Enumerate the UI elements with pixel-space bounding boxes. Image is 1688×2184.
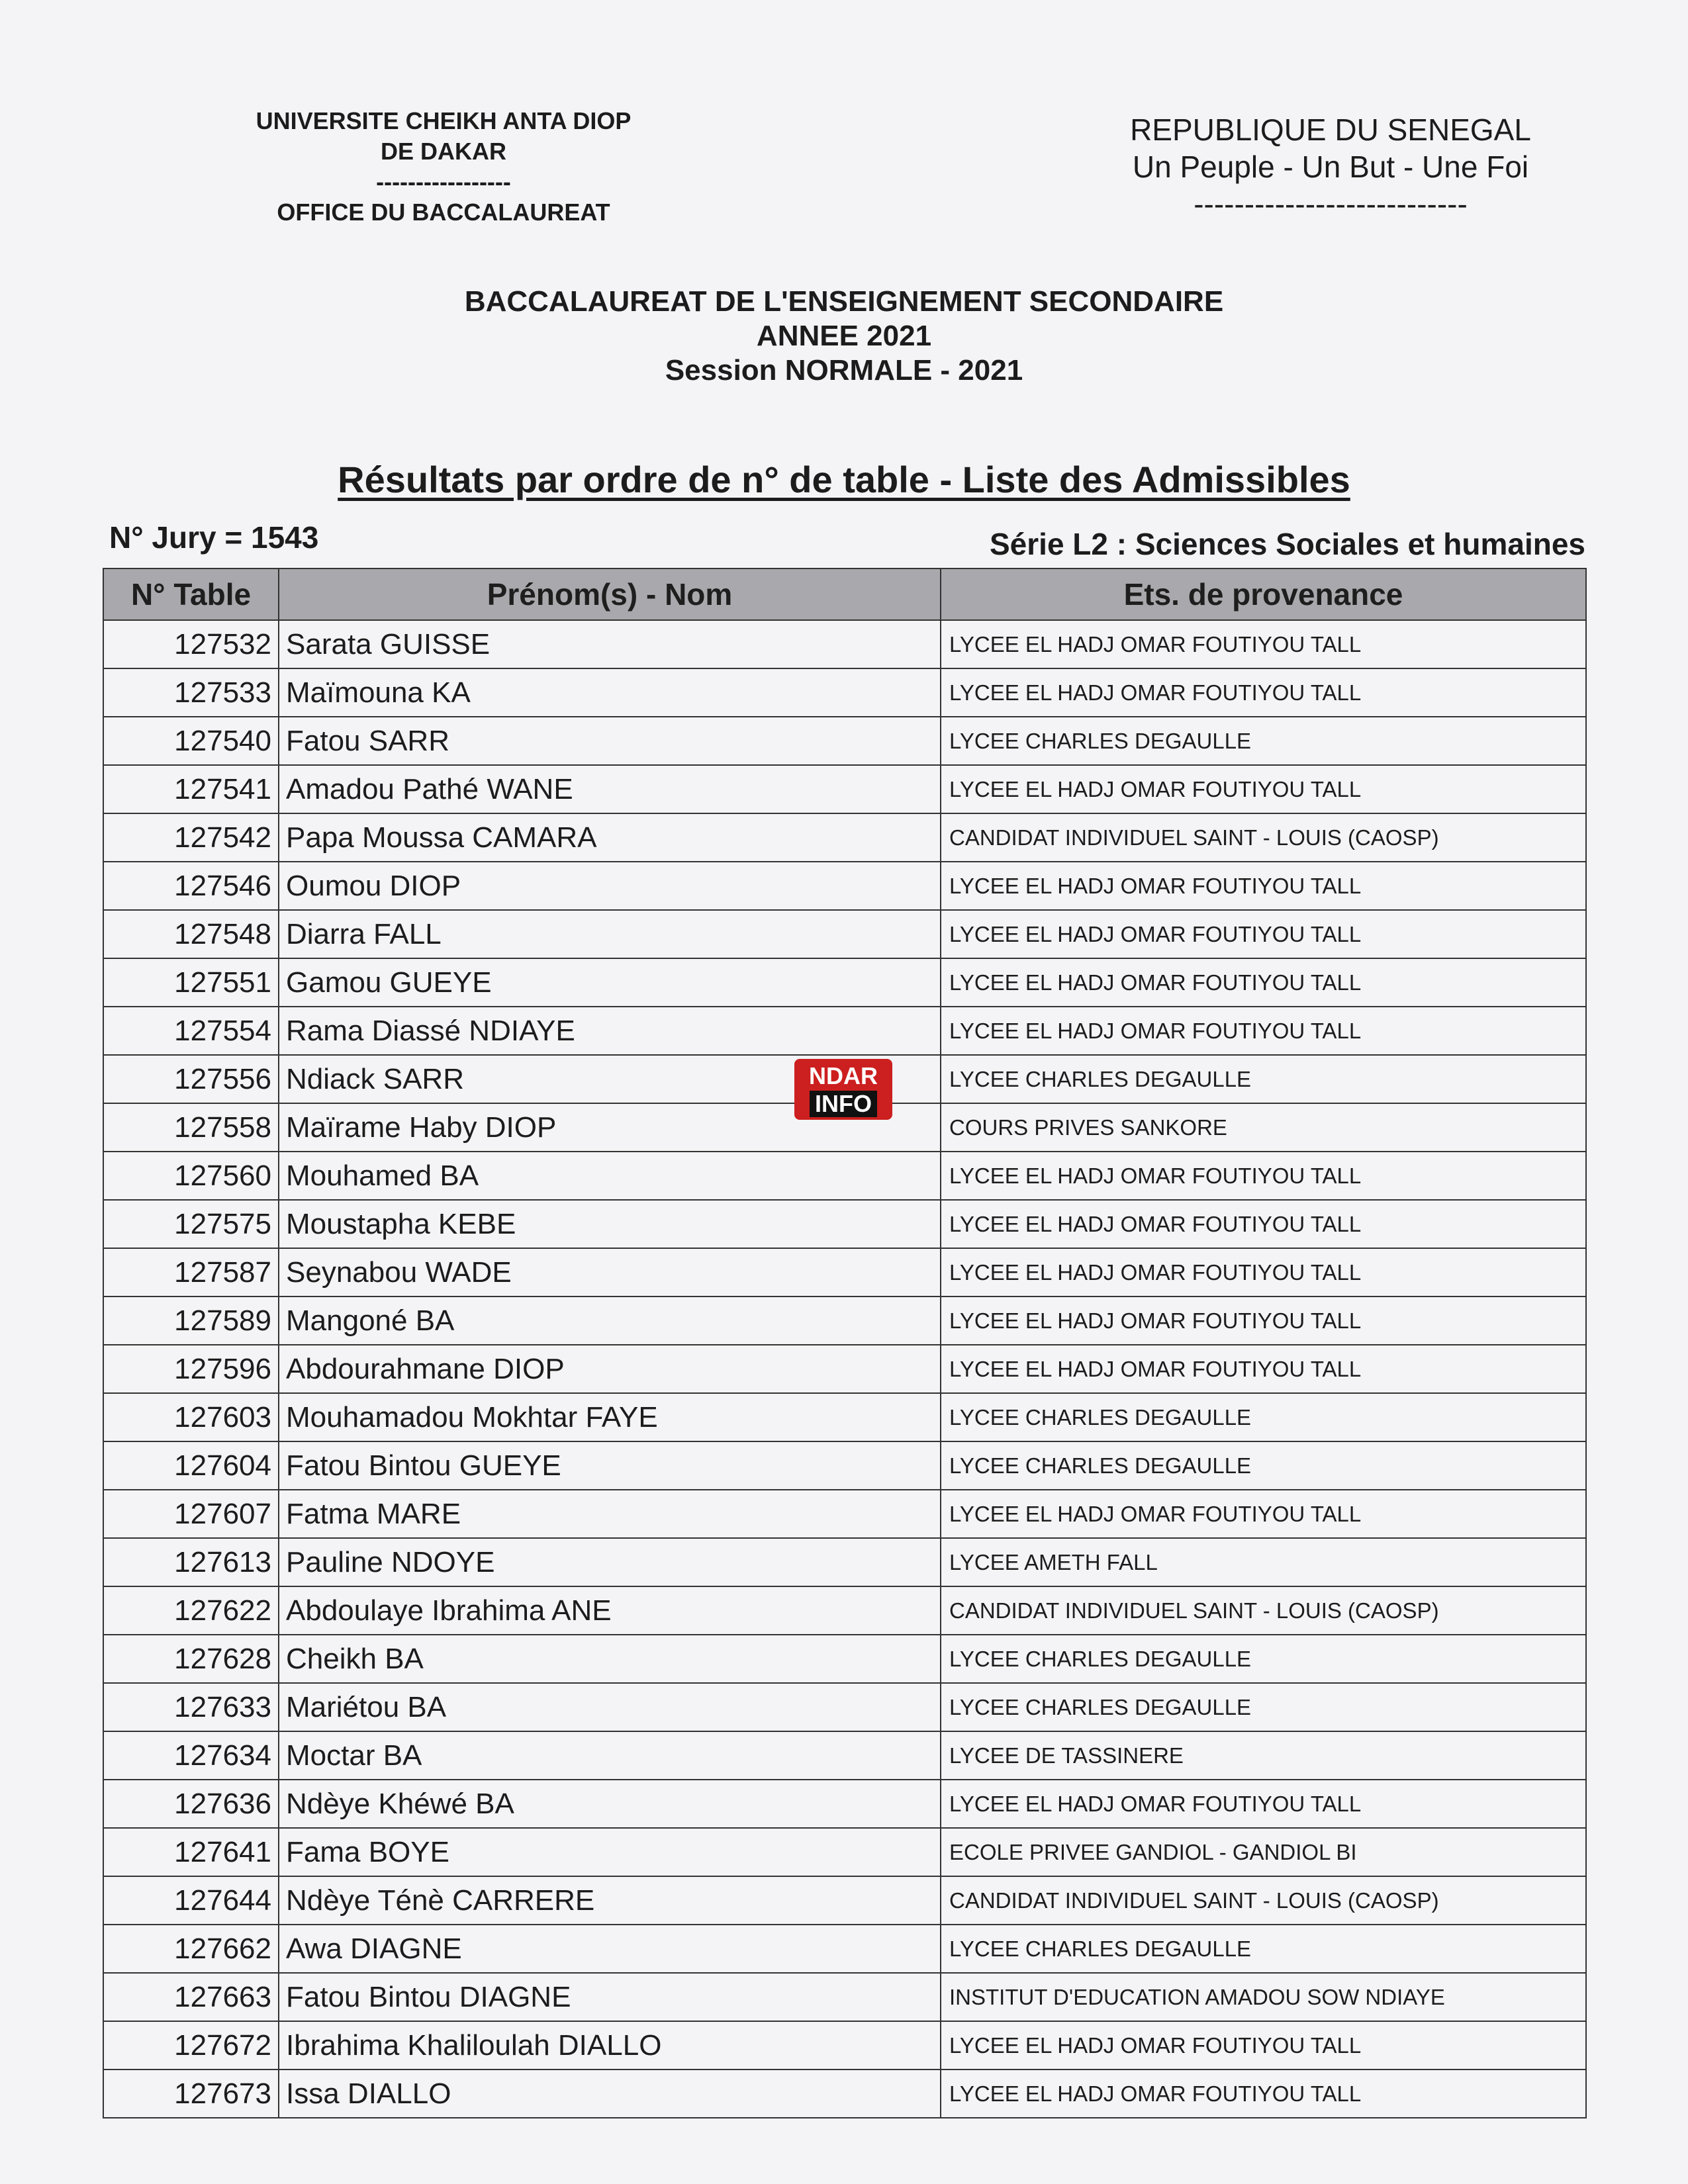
candidate-name-cell: Diarra FALL: [279, 910, 941, 958]
school-cell: LYCEE EL HADJ OMAR FOUTIYOU TALL: [941, 862, 1586, 910]
table-number-cell: 127587: [103, 1248, 279, 1297]
candidate-name-cell: Fatou SARR: [279, 717, 941, 765]
candidate-name-cell: Pauline NDOYE: [279, 1538, 941, 1586]
serie-label: Série L2 : Sciences Sociales et humaines: [990, 527, 1585, 561]
table-number-cell: 127542: [103, 813, 279, 862]
candidate-name-cell: Sarata GUISSE: [279, 620, 941, 668]
candidate-name-cell: Ndiack SARR: [279, 1055, 941, 1103]
school-cell: LYCEE CHARLES DEGAULLE: [941, 1925, 1586, 1973]
candidate-name-cell: Papa Moussa CAMARA: [279, 813, 941, 862]
candidate-name-cell: Abdoulaye Ibrahima ANE: [279, 1586, 941, 1635]
candidate-name-cell: Mariétou BA: [279, 1683, 941, 1731]
table-number-cell: 127641: [103, 1828, 279, 1876]
candidate-name-cell: Amadou Pathé WANE: [279, 765, 941, 813]
table-number-cell: 127672: [103, 2021, 279, 2070]
table-row: [103, 1586, 1586, 1635]
results-title: Résultats par ordre de n° de table - Liste des Admissibles: [338, 459, 1350, 500]
school-cell: CANDIDAT INDIVIDUEL SAINT - LOUIS (CAOSP): [941, 1876, 1586, 1925]
school-cell: LYCEE EL HADJ OMAR FOUTIYOU TALL: [941, 1248, 1586, 1297]
table-row: [103, 1973, 1586, 2021]
candidate-name-cell: Fatou Bintou GUEYE: [279, 1441, 941, 1490]
table-number-cell: 127532: [103, 620, 279, 668]
table-row: [103, 1248, 1586, 1297]
table-row: [103, 1635, 1586, 1683]
candidate-name-cell: Abdourahmane DIOP: [279, 1345, 941, 1393]
table-row: [103, 1441, 1586, 1490]
candidate-name-cell: Fatma MARE: [279, 1490, 941, 1538]
candidate-name-cell: Gamou GUEYE: [279, 958, 941, 1007]
table-row: [103, 1828, 1586, 1876]
school-cell: LYCEE EL HADJ OMAR FOUTIYOU TALL: [941, 1297, 1586, 1345]
candidate-name-cell: Mouhamed BA: [279, 1152, 941, 1200]
school-cell: LYCEE EL HADJ OMAR FOUTIYOU TALL: [941, 1007, 1586, 1055]
candidate-name-cell: Moustapha KEBE: [279, 1200, 941, 1248]
motto: Un Peuple - Un But - Une Foi: [1132, 150, 1529, 184]
table-number-cell: 127663: [103, 1973, 279, 2021]
table-row: [103, 1152, 1586, 1200]
table-number-cell: 127589: [103, 1297, 279, 1345]
table-number-cell: 127554: [103, 1007, 279, 1055]
candidate-name-cell: Cheikh BA: [279, 1635, 941, 1683]
school-cell: LYCEE EL HADJ OMAR FOUTIYOU TALL: [941, 958, 1586, 1007]
candidate-name-cell: Ndèye Ténè CARRERE: [279, 1876, 941, 1925]
office-name: OFFICE DU BACCALAUREAT: [277, 199, 610, 226]
candidate-name-cell: Rama Diassé NDIAYE: [279, 1007, 941, 1055]
school-cell: LYCEE EL HADJ OMAR FOUTIYOU TALL: [941, 1152, 1586, 1200]
table-row: [103, 1007, 1586, 1055]
candidate-name-cell: Ibrahima Khaliloulah DIALLO: [279, 2021, 941, 2070]
table-number-cell: 127607: [103, 1490, 279, 1538]
table-number-cell: 127622: [103, 1586, 279, 1635]
table-row: [103, 1731, 1586, 1780]
table-row: [103, 1780, 1586, 1828]
school-cell: LYCEE EL HADJ OMAR FOUTIYOU TALL: [941, 910, 1586, 958]
table-number-cell: 127546: [103, 862, 279, 910]
table-row: [103, 1683, 1586, 1731]
table-number-cell: 127533: [103, 668, 279, 717]
candidate-name-cell: Oumou DIOP: [279, 862, 941, 910]
ndar-info-logo: [794, 1059, 892, 1120]
table-number-cell: 127551: [103, 958, 279, 1007]
table-number-cell: 127662: [103, 1925, 279, 1973]
school-cell: LYCEE AMETH FALL: [941, 1538, 1586, 1586]
candidate-name-cell: Maïrame Haby DIOP: [279, 1103, 941, 1152]
school-cell: COURS PRIVES SANKORE: [941, 1103, 1586, 1152]
school-cell: LYCEE EL HADJ OMAR FOUTIYOU TALL: [941, 765, 1586, 813]
school-cell: LYCEE CHARLES DEGAULLE: [941, 717, 1586, 765]
candidate-name-cell: Mouhamadou Mokhtar FAYE: [279, 1393, 941, 1441]
candidate-name-cell: Awa DIAGNE: [279, 1925, 941, 1973]
university-name: UNIVERSITE CHEIKH ANTA DIOP: [256, 107, 632, 134]
table-number-cell: 127633: [103, 1683, 279, 1731]
column-header-school: Ets. de provenance: [941, 569, 1586, 620]
school-cell: LYCEE EL HADJ OMAR FOUTIYOU TALL: [941, 2021, 1586, 2070]
table-number-cell: 127540: [103, 717, 279, 765]
results-table: [103, 568, 1587, 2118]
column-header-table-number: N° Table: [103, 569, 279, 620]
table-number-cell: 127634: [103, 1731, 279, 1780]
table-body: [103, 620, 1586, 2118]
table-row: [103, 1345, 1586, 1393]
table-row: [103, 1200, 1586, 1248]
school-cell: ECOLE PRIVEE GANDIOL - GANDIOL BI: [941, 1828, 1586, 1876]
school-cell: LYCEE CHARLES DEGAULLE: [941, 1683, 1586, 1731]
republic-name: REPUBLIQUE DU SENEGAL: [1130, 113, 1531, 147]
jury-number: N° Jury = 1543: [109, 520, 319, 555]
table-row: [103, 1297, 1586, 1345]
table-number-cell: 127541: [103, 765, 279, 813]
school-cell: LYCEE EL HADJ OMAR FOUTIYOU TALL: [941, 620, 1586, 668]
table-number-cell: 127596: [103, 1345, 279, 1393]
school-cell: LYCEE CHARLES DEGAULLE: [941, 1055, 1586, 1103]
table-number-cell: 127558: [103, 1103, 279, 1152]
school-cell: LYCEE CHARLES DEGAULLE: [941, 1635, 1586, 1683]
table-row: [103, 2070, 1586, 2118]
table-number-cell: 127556: [103, 1055, 279, 1103]
table-row: [103, 958, 1586, 1007]
table-number-cell: 127628: [103, 1635, 279, 1683]
table-row: [103, 1876, 1586, 1925]
table-number-cell: 127548: [103, 910, 279, 958]
candidate-name-cell: Moctar BA: [279, 1731, 941, 1780]
table-row: [103, 862, 1586, 910]
school-cell: LYCEE CHARLES DEGAULLE: [941, 1441, 1586, 1490]
school-cell: LYCEE EL HADJ OMAR FOUTIYOU TALL: [941, 1200, 1586, 1248]
candidate-name-cell: Fama BOYE: [279, 1828, 941, 1876]
exam-title: BACCALAUREAT DE L'ENSEIGNEMENT SECONDAIRE: [464, 285, 1224, 318]
table-number-cell: 127603: [103, 1393, 279, 1441]
candidate-name-cell: Issa DIALLO: [279, 2070, 941, 2118]
candidate-name-cell: Fatou Bintou DIAGNE: [279, 1973, 941, 2021]
table-row: [103, 910, 1586, 958]
republic-separator: ---------------------------: [1194, 187, 1468, 221]
table-number-cell: 127575: [103, 1200, 279, 1248]
candidate-name-cell: Mangoné BA: [279, 1297, 941, 1345]
table-row: [103, 620, 1586, 668]
school-cell: CANDIDAT INDIVIDUEL SAINT - LOUIS (CAOSP): [941, 813, 1586, 862]
institution-header: [238, 106, 649, 228]
table-number-cell: 127636: [103, 1780, 279, 1828]
table-number-cell: 127673: [103, 2070, 279, 2118]
school-cell: INSTITUT D'EDUCATION AMADOU SOW NDIAYE: [941, 1973, 1586, 2021]
table-header-row: [103, 569, 1586, 620]
republic-header: [1099, 111, 1562, 222]
table-row: [103, 1490, 1586, 1538]
logo-text-info: INFO: [810, 1091, 877, 1117]
candidate-name-cell: Maïmouna KA: [279, 668, 941, 717]
table-row: [103, 1925, 1586, 1973]
candidate-name-cell: Ndèye Khéwé BA: [279, 1780, 941, 1828]
school-cell: LYCEE EL HADJ OMAR FOUTIYOU TALL: [941, 1345, 1586, 1393]
table-row: [103, 2021, 1586, 2070]
school-cell: LYCEE EL HADJ OMAR FOUTIYOU TALL: [941, 1780, 1586, 1828]
logo-text-ndar: NDAR: [809, 1062, 878, 1089]
table-row: [103, 1393, 1586, 1441]
header-separator: -----------------: [376, 168, 511, 195]
table-number-cell: 127613: [103, 1538, 279, 1586]
exam-session: Session NORMALE - 2021: [665, 354, 1023, 387]
school-cell: LYCEE CHARLES DEGAULLE: [941, 1393, 1586, 1441]
school-cell: LYCEE EL HADJ OMAR FOUTIYOU TALL: [941, 1490, 1586, 1538]
table-row: [103, 717, 1586, 765]
table-row: [103, 765, 1586, 813]
column-header-name: Prénom(s) - Nom: [279, 569, 941, 620]
table-number-cell: 127560: [103, 1152, 279, 1200]
school-cell: LYCEE DE TASSINERE: [941, 1731, 1586, 1780]
school-cell: LYCEE EL HADJ OMAR FOUTIYOU TALL: [941, 668, 1586, 717]
exam-year: ANNEE 2021: [756, 320, 932, 352]
table-number-cell: 127644: [103, 1876, 279, 1925]
table-row: [103, 1538, 1586, 1586]
school-cell: CANDIDAT INDIVIDUEL SAINT - LOUIS (CAOSP): [941, 1586, 1586, 1635]
table-number-cell: 127604: [103, 1441, 279, 1490]
university-city: DE DAKAR: [380, 138, 506, 165]
exam-titles: [265, 285, 1423, 388]
candidate-name-cell: Seynabou WADE: [279, 1248, 941, 1297]
school-cell: LYCEE EL HADJ OMAR FOUTIYOU TALL: [941, 2070, 1586, 2118]
table-row: [103, 813, 1586, 862]
table-row: [103, 668, 1586, 717]
